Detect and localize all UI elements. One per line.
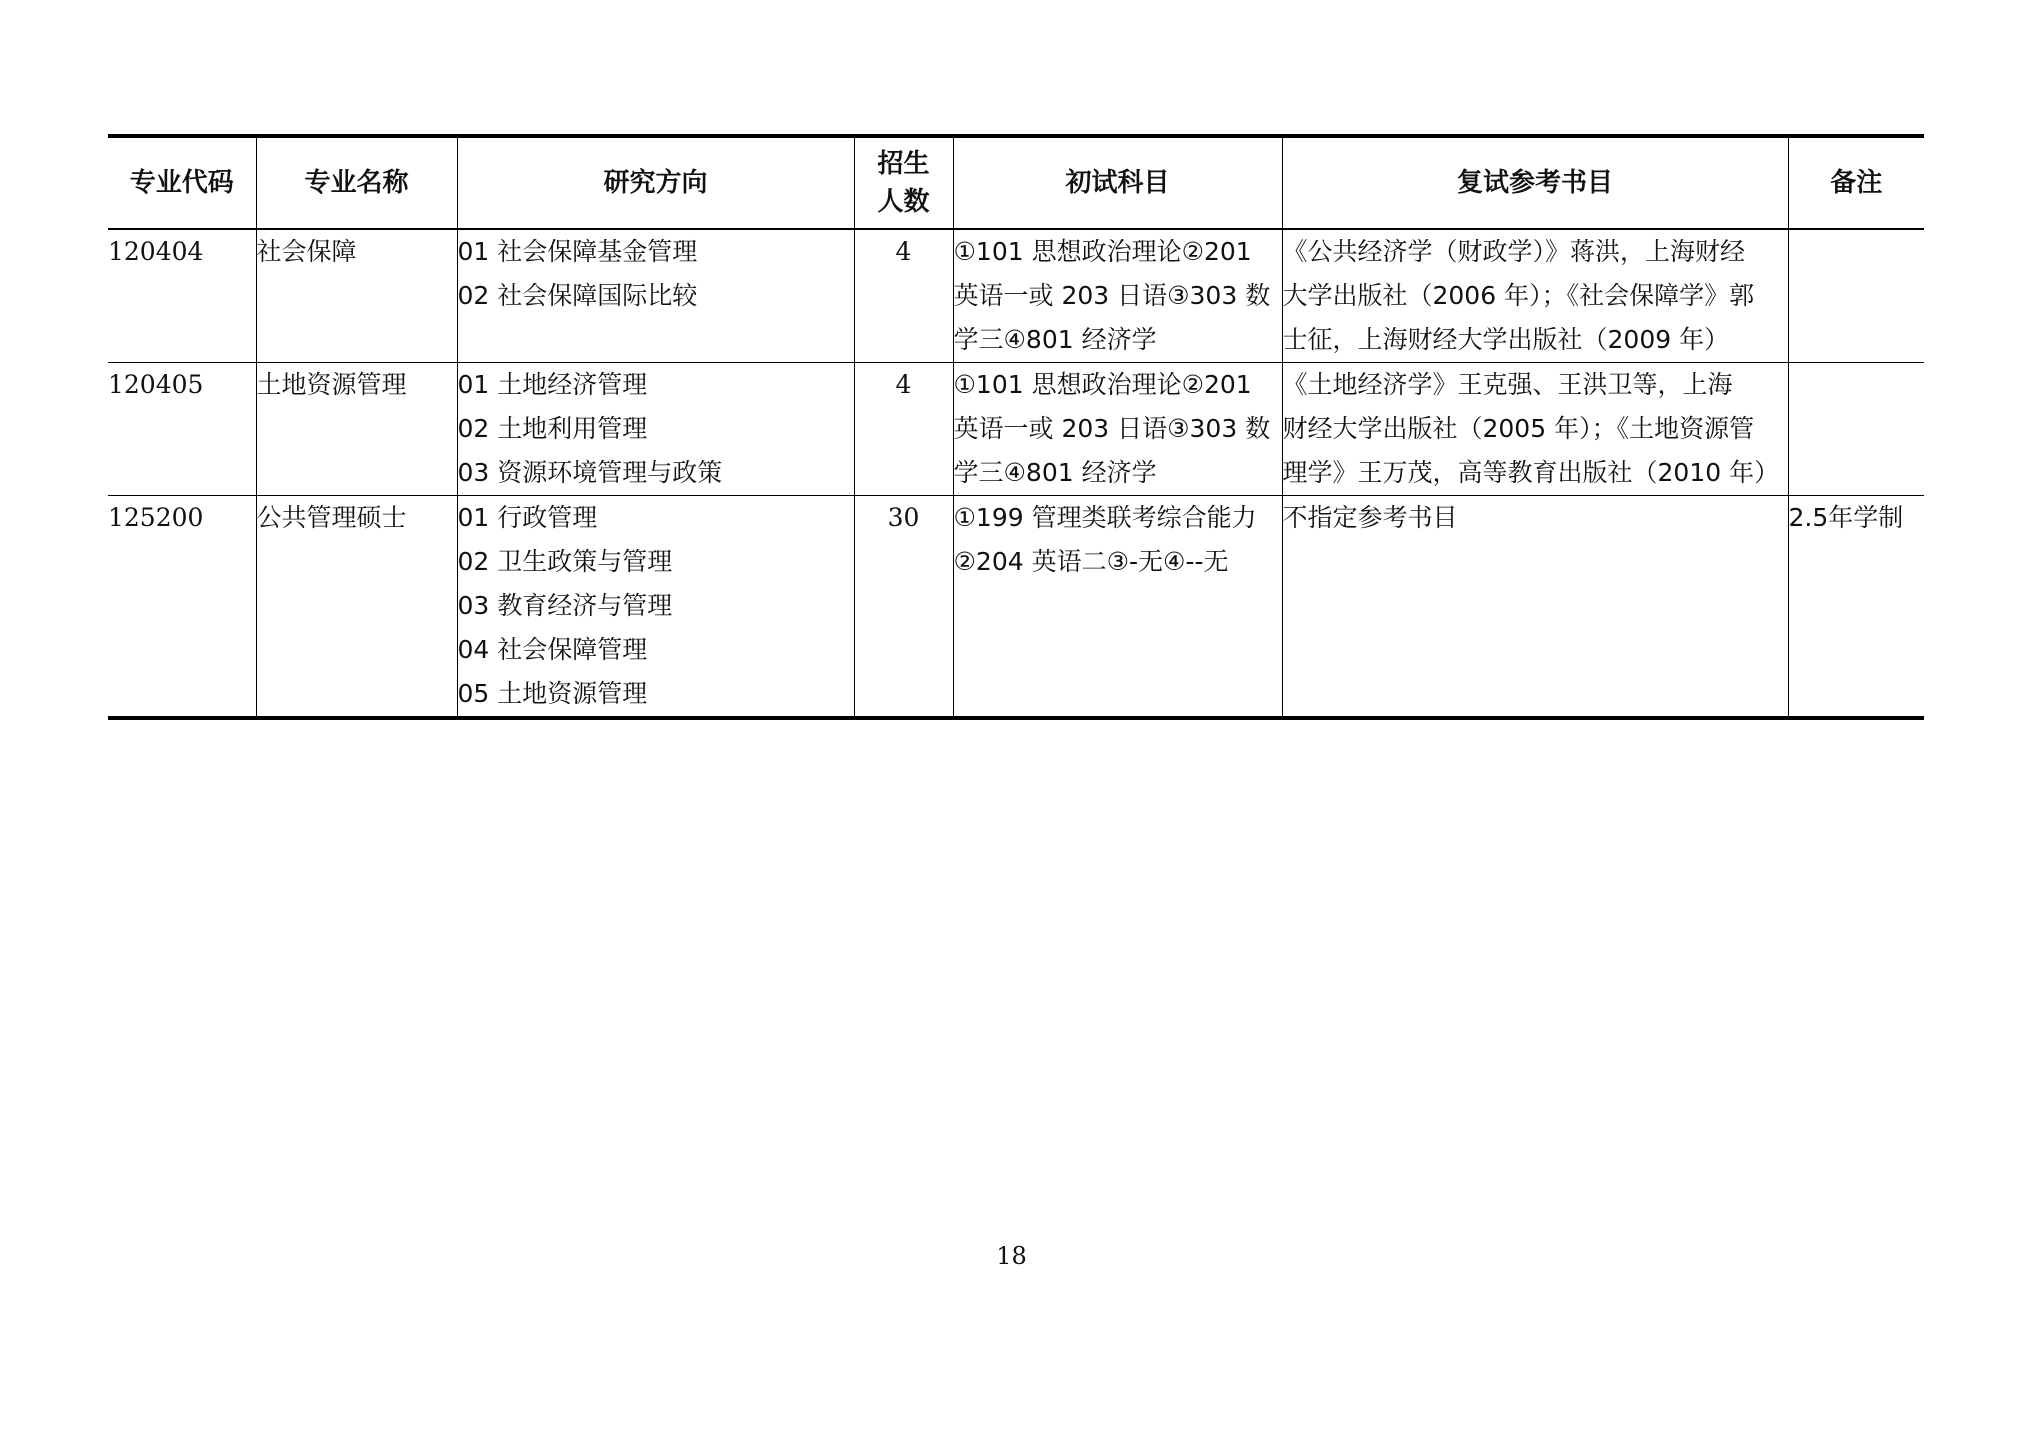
page-number: 18 xyxy=(996,1242,1027,1270)
table-row xyxy=(108,496,1924,719)
header-name: 专业名称 xyxy=(256,136,457,229)
header-direction: 研究方向 xyxy=(457,136,854,229)
header-row xyxy=(108,136,1924,229)
cell-code: 125200 xyxy=(108,496,256,719)
cell-books: 不指定参考书目 xyxy=(1282,496,1788,719)
cell-enroll: 4 xyxy=(854,229,953,363)
cell-notes xyxy=(1788,229,1924,363)
cell-books: 《公共经济学（财政学）》蒋洪，上海财经 大学出版社（2006 年）；《社会保障学》郭 士征，上海财经大学出版社（2009 年） xyxy=(1282,229,1788,363)
cell-code: 120405 xyxy=(108,363,256,496)
cell-books: 《土地经济学》王克强、王洪卫等，上海 财经大学出版社（2005 年）；《土地资源管 理学》王万茂，高等教育出版社（2010 年） xyxy=(1282,363,1788,496)
cell-directions: 01 行政管理 02 卫生政策与管理 03 教育经济与管理 04 社会保障管理 05 土地资源管理 xyxy=(457,496,854,719)
cell-notes: 2.5年学制 xyxy=(1788,496,1924,719)
cell-name: 土地资源管理 xyxy=(256,363,457,496)
table-row xyxy=(108,363,1924,496)
cell-directions: 01 土地经济管理 02 土地利用管理 03 资源环境管理与政策 xyxy=(457,363,854,496)
cell-exam: ①101 思想政治理论②201 英语一或 203 日语③303 数 学三④801 经济学 xyxy=(953,229,1282,363)
cell-exam: ①101 思想政治理论②201 英语一或 203 日语③303 数 学三④801 经济学 xyxy=(953,363,1282,496)
header-books: 复试参考书目 xyxy=(1282,136,1788,229)
cell-code: 120404 xyxy=(108,229,256,363)
header-exam: 初试科目 xyxy=(953,136,1282,229)
cell-exam: ①199 管理类联考综合能力 ②204 英语二③-无④--无 xyxy=(953,496,1282,719)
cell-directions: 01 社会保障基金管理 02 社会保障国际比较 xyxy=(457,229,854,363)
cell-notes xyxy=(1788,363,1924,496)
cell-enroll: 4 xyxy=(854,363,953,496)
cell-enroll: 30 xyxy=(854,496,953,719)
table-row xyxy=(108,229,1924,363)
cell-name: 社会保障 xyxy=(256,229,457,363)
header-enroll: 招生 人数 xyxy=(854,136,953,229)
cell-name: 公共管理硕士 xyxy=(256,496,457,719)
header-code: 专业代码 xyxy=(108,136,256,229)
header-notes: 备注 xyxy=(1788,136,1924,229)
program-catalog-table xyxy=(108,134,1924,720)
